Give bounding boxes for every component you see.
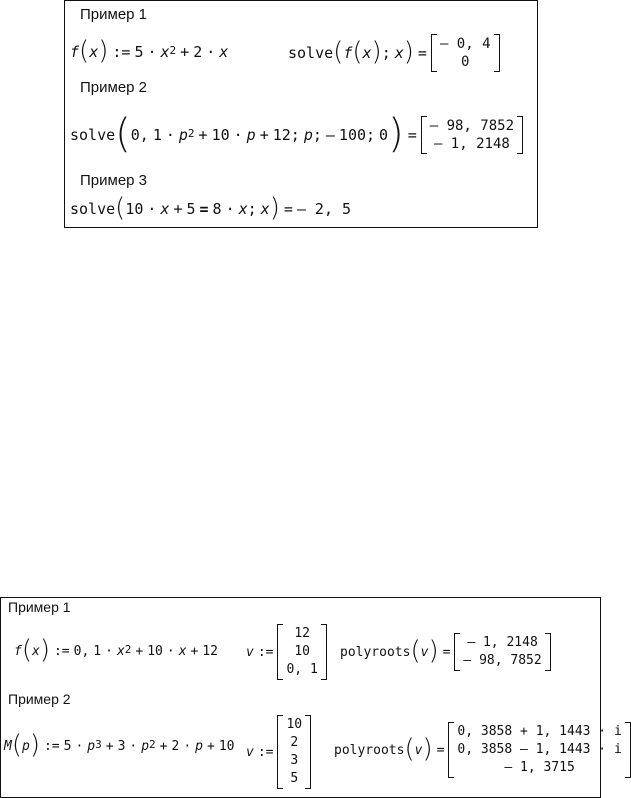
vector-cell: 12 [294,626,310,641]
bottom-example-2-coefficient-vector [277,715,311,789]
result-cell: – 1, 2148 [467,635,538,650]
top-example-3-title: Пример 3 [80,172,148,189]
top-example-1-title: Пример 1 [80,6,148,23]
top-example-2-title: Пример 2 [80,79,148,96]
result-cell: 0, 3858 + 1, 1443 · i [457,724,622,739]
result-cell: 0 [461,54,470,70]
result-cell: – 1, 2148 [433,136,510,152]
bottom-example-2-polyroots: polyroots ( v ) = 0, 3858 + 1, 1443 · i 0, 3858 – 1, 1443 · i – 1, 3715 [334,718,631,782]
vector-cell: 10 [294,644,310,659]
vector-cell: 2 [290,735,299,750]
bottom-example-2-polynomial-definition: M ( p ) := 5 · p $^3$ + 3 · p $^2$ + 2 · p + 10 [4,730,235,760]
top-example-3-solve: solve ( 10 · x + 5 = 8 · x ; x ) = – 2, 5 [70,193,352,223]
top-example-2-solve: solve ( 0, 1 · p $^2$ + 10 · p + 12; p ; – 100; 0 ) = – 98, 7852 – 1, 2148 [70,110,523,160]
bottom-example-1-polyroots: polyroots ( v ) = – 1, 2148 – 98, 7852 [340,632,551,672]
bottom-example-2-result-matrix [448,722,630,778]
result-cell: – 0, 4 [439,36,491,52]
top-example-3-result: – 2, 5 [296,200,352,218]
top-example-1-function-definition: f ( x ) := 5 · x $^2$ + 2 · x [70,36,229,66]
bottom-example-1-result-matrix [454,633,550,671]
vector-cell: 3 [290,753,299,768]
bottom-example-1-coefficient-vector [277,624,326,680]
bottom-example-1-vector-definition: v := 12 10 0, 1 [246,624,327,680]
top-example-2-result-matrix [421,116,523,154]
bottom-example-2-title: Пример 2 [8,691,71,707]
bottom-example-1-title: Пример 1 [8,599,71,615]
top-example-1-result-matrix [431,34,500,72]
result-cell: – 98, 7852 [463,653,542,668]
bottom-example-1-function-definition: f ( x ) := 0, 1 · x $^2$ + 10 · x + 12 [14,635,219,665]
result-cell: – 1, 3715 [504,760,575,775]
top-example-1-solve: solve ( f ( x ) ; x ) = – 0, 4 0 [288,30,500,76]
bottom-example-2-vector-definition: v := 10 2 3 5 [246,714,311,790]
vector-cell: 10 [286,717,303,732]
result-cell: – 98, 7852 [429,118,515,134]
vector-cell: 5 [290,771,299,786]
vector-cell: 0, 1 [286,662,318,677]
result-cell: 0, 3858 – 1, 1443 · i [457,742,622,757]
